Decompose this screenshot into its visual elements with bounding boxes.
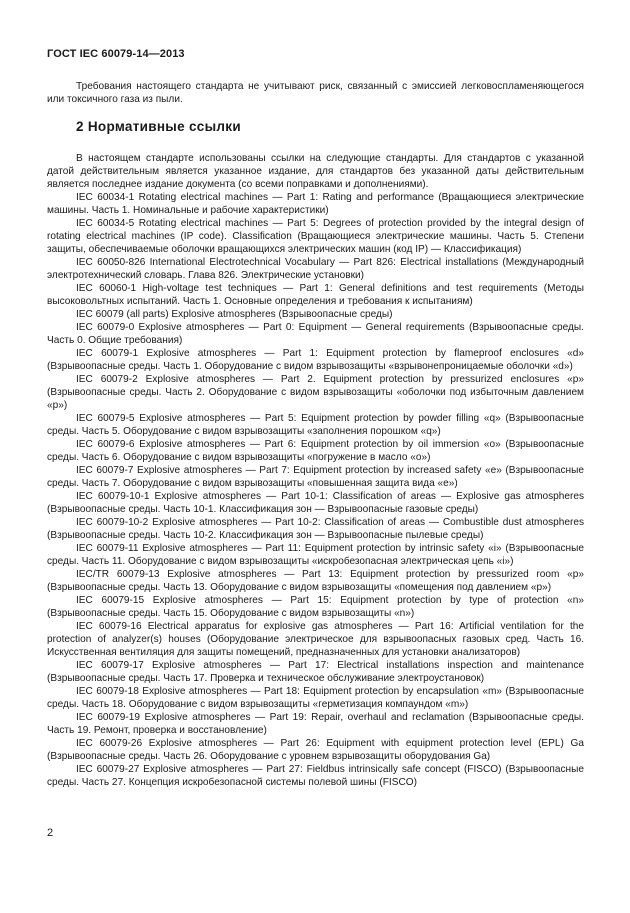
reference-item: IEC 60079-11 Explosive atmospheres — Part 11: Equipment protection by intrinsic safety «i» (Взрывоопасные среды. Часть 11. Оборудование с видом взрывозащиты «искробезопасная электрическая цепь «i»)	[47, 543, 584, 567]
reference-item: IEC 60079-15 Explosive atmospheres — Part 15: Equipment protection by type of protection «n» (Взрывоопасные среды. Часть 15. Оборудование с видом взрывозащиты «n»)	[47, 595, 584, 619]
reference-item: IEC 60079-27 Explosive atmospheres — Part 27: Fieldbus intrinsically safe concept (FISCO) (Взрывоопасные среды. Часть 27. Концепция искробезопасной системы полевой шины (FISCO)	[47, 764, 584, 788]
reference-item: IEC 60050-826 International Electrotechnical Vocabulary — Part 826: Electrical installations (Международный электротехнический словарь. Глава 826. Электрические установки)	[47, 257, 584, 281]
reference-item: IEC 60079-0 Explosive atmospheres — Part 0: Equipment — General requirements (Взрывоопасные среды. Часть 0. Общие требования)	[47, 322, 584, 346]
reference-item: IEC 60034-5 Rotating electrical machines — Part 5: Degrees of protection provided by the integral design of rotating electrical machines (IP code). Classification (Вращающиеся электрические машины. Часть 5. Степени защиты, обеспечиваемые оболочки вращающихся электрических машин (код IP) — Классификация)	[47, 218, 584, 255]
reference-item: IEC 60079 (all parts) Explosive atmospheres (Взрывоопасные среды)	[76, 309, 393, 320]
reference-item: IEC 60079-1 Explosive atmospheres — Part 1: Equipment protection by flameproof enclosures «d» (Взрывоопасные среды. Часть 1. Оборудование с видом взрывозащиты «взрывонепроницаемые оболочки «d»)	[47, 348, 584, 372]
normative-references-list	[47, 152, 584, 789]
reference-item: IEC 60079-6 Explosive atmospheres — Part 6: Equipment protection by oil immersion «o» (Взрывоопасные среды. Часть 6. Оборудование с видом взрывозащиты «погружение в масло «o»)	[47, 439, 584, 463]
reference-item: IEC 60079-5 Explosive atmospheres — Part 5: Equipment protection by powder filling «q» (Взрывоопасные среды. Часть 5. Оборудование с видом взрывозащиты «заполнения порошком «q»)	[47, 413, 584, 437]
reference-item: IEC 60079-16 Electrical apparatus for explosive gas atmospheres — Part 16: Artificial ventilation for the protection of analyzer(s) houses (Оборудование электрическое для взрывоопасных газовых сред. Часть 16. Искусственная вентиляция для защиты помещений, предназначенных для установки анализаторов)	[47, 621, 584, 658]
page-number: 2	[47, 827, 54, 839]
reference-item: IEC 60034-1 Rotating electrical machines — Part 1: Rating and performance (Вращающиеся электрические машины. Часть 1. Номинальные и рабочие характеристики)	[47, 192, 584, 216]
reference-item: IEC 60079-10-2 Explosive atmospheres — Part 10-2: Classification of areas — Combustible dust atmospheres (Взрывоопасные среды. Часть 10-2. Классификация зон — Взрывоопасные пылевые среды)	[47, 517, 584, 541]
document-code-header: ГОСТ IEC 60079-14—2013	[47, 48, 185, 60]
reference-item: IEC/TR 60079-13 Explosive atmospheres — Part 13: Equipment protection by pressurized room «p» (Взрывоопасные среды. Часть 13. Оборудование с видом взрывозащиты «помещения под давлением «p»)	[47, 569, 584, 593]
section-title: 2 Нормативные ссылки	[76, 119, 241, 134]
reference-item: IEC 60079-19 Explosive atmospheres — Part 19: Repair, overhaul and reclamation (Взрывоопасные среды. Часть 19. Ремонт, проверка и восстановление)	[47, 712, 584, 736]
reference-item: IEC 60079-7 Explosive atmospheres — Part 7: Equipment protection by increased safety «e» (Взрывоопасные среды. Часть 7. Оборудование с видом взрывозащиты «повышенная защита вида «e»)	[47, 465, 584, 489]
reference-item: IEC 60079-18 Explosive atmospheres — Part 18: Equipment protection by encapsulation «m» (Взрывоопасные среды. Часть 18. Оборудование с видом взрывозащиты «герметизация компаундом «m»)	[47, 686, 584, 710]
reference-item: IEC 60079-26 Explosive atmospheres — Part 26: Equipment with equipment protection level (EPL) Ga (Взрывоопасные среды. Часть 26. Оборудование с уровнем взрывозащиты оборудования Ga)	[47, 738, 584, 762]
reference-item: IEC 60079-10-1 Explosive atmospheres — Part 10-1: Classification of areas — Explosive gas atmospheres (Взрывоопасные среды. Часть 10-1. Классификация зон — Взрывоопасные газовые среды)	[47, 491, 584, 515]
reference-item: IEC 60060-1 High-voltage test techniques — Part 1: General definitions and test requirements (Методы высоковольтных испытаний. Часть 1. Основные определения и требования к испытаниям)	[47, 283, 584, 307]
references-intro-paragraph: В настоящем стандарте использованы ссылки на следующие стандарты. Для стандартов с указанной датой действительным является указанное издание, для стандартов без указанной даты действительным является последнее издание документа (со всеми поправками и дополнениями).	[47, 153, 584, 190]
reference-item: IEC 60079-2 Explosive atmospheres — Part 2. Equipment protection by pressurized enclosures «p» (Взрывоопасные среды. Часть 2. Оборудование с видом взрывозащиты «оболочки под избыточным давлением «p»)	[47, 374, 584, 411]
reference-item: IEC 60079-17 Explosive atmospheres — Part 17: Electrical installations inspection and maintenance (Взрывоопасные среды. Часть 17. Проверка и техническое обслуживание электроустановок)	[47, 660, 584, 684]
intro-paragraph: Требования настоящего стандарта не учитывают риск, связанный с эмиссией легковоспламеняющегося или токсичного газа из пыли.	[47, 81, 584, 105]
